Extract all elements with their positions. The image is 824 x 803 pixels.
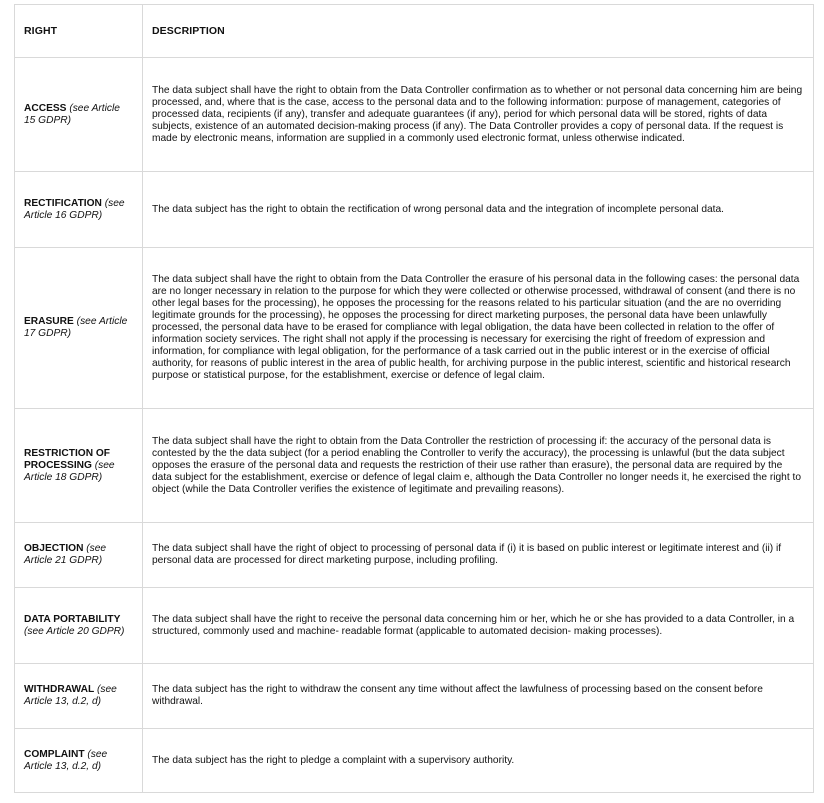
table-row: [15, 523, 814, 588]
description-column-header: DESCRIPTION: [143, 5, 814, 58]
article-reference: (see Article 13, d.2, d): [24, 684, 117, 707]
article-reference: (see Article 13, d.2, d): [24, 748, 108, 772]
article-reference: (see Article 18 GDPR): [24, 459, 115, 483]
right-name: WITHDRAWAL: [24, 684, 95, 695]
description-cell: The data subject shall have the right to obtain from the Data Controller the restriction of processing if: the accuracy of the personal data is contested by the the data subject (for a period enabling the Controller to verify the accuracy), the processing is unlawful (but the data subject opposes the erasure of the personal data and requests the restriction of their use rather than erasure), the personal data are required by the data subject for the establishment, exercise or defence of legal claim e, although the Data Controller no longer needs it, he exercised the right to object (while the Data Controller verifies the existence of legitimate and prevailing reasons).: [143, 409, 814, 523]
right-name: ERASURE: [24, 316, 74, 327]
table-row: [15, 729, 814, 793]
right-name: RESTRICTION OF PROCESSING: [24, 447, 111, 471]
right-name: OBJECTION: [24, 543, 84, 554]
rights-table: [14, 4, 814, 793]
right-cell: [15, 58, 143, 172]
description-cell: The data subject shall have the right to receive the personal data concerning him or her, which he or she has provided to a data Controller, in a structured, commonly used and machine- readable format (applicable to automated decision- making processes).: [143, 588, 814, 664]
table-row: [15, 248, 814, 409]
right-cell: [15, 248, 143, 409]
right-cell: [15, 588, 143, 664]
description-cell: The data subject shall have the right to obtain from the Data Controller the erasure of his personal data in the following cases: the personal data are no longer necessary in relation to the purpose for which they were collected or otherwise processed, withdrawal of consent (and there is no other legal bases for the processing), he opposes the processing for the reasons related to his particular situation (and the are no overriding legitimate grounds for the processing), he opposes the processing for direct marketing purposes, the personal data have been unlawfully processed, the personal data have to be erased for compliance with legal obligation, the data have been collected in relation to the offer of information society services. The right shall not apply if the processing is necessary for exercising the right of freedom of expression and information, for compliance with legal obligation, for the performance of a task carried out in the public interest or in the exercise of official authority, for reasons of public interest in the area of public health, for archiving purpose in the public interest, scientific and historical research purpose or statistical purpose, for the establishment, exercise or defence of legal claim.: [143, 248, 814, 409]
article-reference: (see Article 20 GDPR): [24, 625, 125, 637]
article-reference: (see Article 21 GDPR): [24, 543, 107, 566]
right-cell: [15, 409, 143, 523]
right-cell: [15, 729, 143, 793]
table-row: [15, 58, 814, 172]
table-row: [15, 409, 814, 523]
table-row: [15, 172, 814, 248]
right-name: DATA PORTABILITY: [24, 613, 121, 625]
table-header-row: [15, 5, 814, 58]
description-cell: The data subject has the right to obtain the rectification of wrong personal data and the integration of incomplete personal data.: [143, 172, 814, 248]
right-name: RECTIFICATION: [24, 197, 102, 209]
description-cell: The data subject shall have the right of object to processing of personal data if (i) it is based on public interest or legitimate interest and (ii) if personal data are processed for direct marketing purpose, including profiling.: [143, 523, 814, 588]
right-cell: [15, 523, 143, 588]
table-row: [15, 588, 814, 664]
right-cell: [15, 664, 143, 729]
right-cell: [15, 172, 143, 248]
table-row: [15, 664, 814, 729]
right-column-header: RIGHT: [15, 5, 143, 58]
description-cell: The data subject has the right to withdraw the consent any time without affect the lawfulness of processing based on the consent before withdrawal.: [143, 664, 814, 729]
article-reference: (see Article 16 GDPR): [24, 197, 125, 221]
right-name: ACCESS: [24, 102, 67, 114]
right-name: COMPLAINT: [24, 748, 85, 760]
description-cell: The data subject shall have the right to obtain from the Data Controller confirmation as to whether or not personal data concerning him are being processed, and, where that is the case, access to the personal data and to the following information: purpose of management, categories of processed data, recipients (if any), transfer and adequate guarantees (if any), period for which personal data will be stored, rights of data subjects, existence of an automated decision-making process (if any). The Data Controller provides a copy of personal data. If the request is made by electronic means, information are supplied in a commonly used electronic format, unless otherwise indicated.: [143, 58, 814, 172]
description-cell: The data subject has the right to pledge a complaint with a supervisory authority.: [143, 729, 814, 793]
article-reference: (see Article 17 GDPR): [24, 316, 128, 339]
article-reference: (see Article 15 GDPR): [24, 102, 120, 126]
